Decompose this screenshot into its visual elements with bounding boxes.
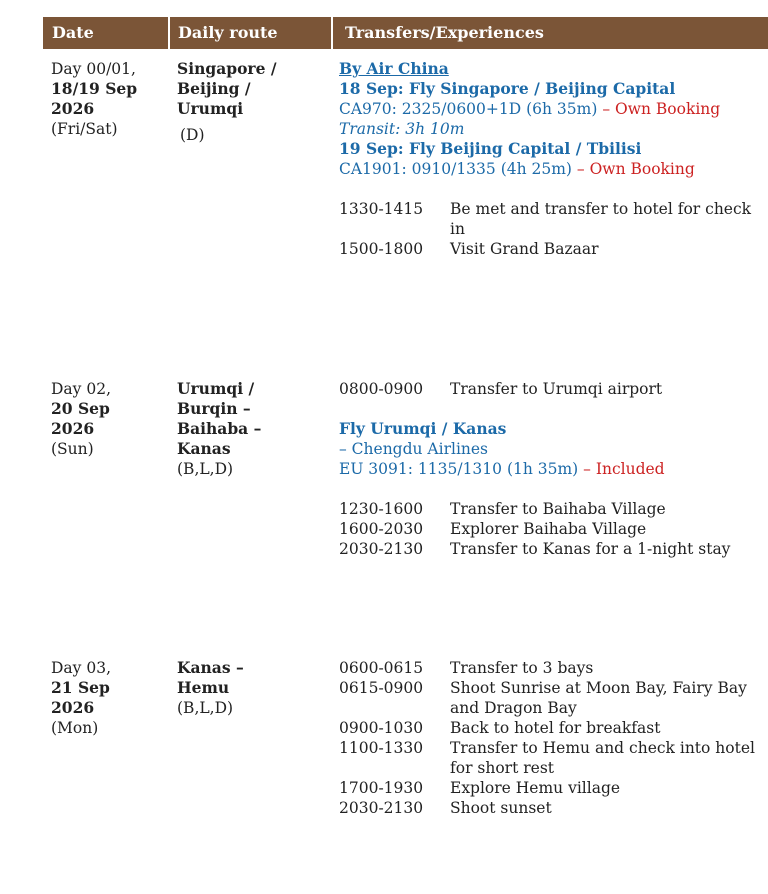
header-divider	[331, 17, 333, 49]
schedule-activity-line: for short rest	[450, 759, 555, 777]
schedule-row	[339, 519, 768, 539]
flight-detail: CA970: 2325/0600+1D (6h 35m)	[339, 100, 598, 118]
day-transfers	[339, 658, 768, 818]
header-transfers: Transfers/Experiences	[345, 23, 544, 42]
booking-note: – Own Booking	[602, 100, 721, 118]
schedule-row	[339, 798, 768, 818]
booking-note: – Own Booking	[576, 160, 695, 178]
header-route: Daily route	[178, 23, 278, 42]
day-label: Day 00/01,	[51, 60, 136, 78]
day-date-bold: 21 Sep	[51, 678, 110, 697]
route-line: Kanas	[177, 439, 231, 458]
schedule-activity: Shoot sunset	[450, 799, 552, 817]
schedule-activity: Be met and transfer to hotel for check in	[450, 200, 752, 238]
schedule-time: 2030-2130	[339, 799, 424, 817]
schedule-activity: Explore Hemu village	[450, 779, 621, 797]
schedule-activity: Transfer to Kanas for a 1-night stay	[450, 540, 731, 558]
schedule-row	[339, 738, 768, 778]
schedule-time: 0800-0900	[339, 380, 424, 398]
header-date: Date	[52, 23, 94, 42]
day-transfers	[339, 59, 768, 259]
schedule-time: 1500-1800	[339, 240, 424, 258]
route-meals: (B,L,D)	[177, 699, 234, 717]
schedule-time: 1330-1415	[339, 200, 424, 218]
schedule-row	[339, 499, 768, 519]
day-year: 2026	[51, 698, 95, 717]
schedule-time: 1600-2030	[339, 520, 424, 538]
route-line: Kanas –	[177, 658, 244, 677]
route-line: Urumqi	[177, 99, 244, 118]
schedule-row	[339, 199, 768, 239]
table-header	[43, 17, 768, 49]
schedule-row	[339, 678, 768, 718]
airline-link[interactable]: By Air China	[339, 59, 449, 78]
flight-title: Fly Urumqi / Kanas	[339, 419, 507, 438]
schedule-row	[339, 539, 768, 559]
schedule-activity: Transfer to Baihaba Village	[450, 500, 666, 518]
flight-title: 18 Sep: Fly Singapore / Beijing Capital	[339, 79, 676, 98]
schedule-time: 1100-1330	[339, 739, 424, 757]
schedule-row	[339, 718, 768, 738]
day-label: Day 02,	[51, 380, 112, 398]
schedule-time: 1700-1930	[339, 779, 424, 797]
day-date-bold: 20 Sep	[51, 399, 110, 418]
schedule-activity: Back to hotel for breakfast	[450, 719, 661, 737]
schedule-time: 0900-1030	[339, 719, 424, 737]
schedule-activity	[450, 678, 768, 718]
transit-info: Transit: 3h 10m	[339, 120, 465, 138]
day-year: 2026	[51, 99, 95, 118]
schedule-row	[339, 778, 768, 798]
route-line: Baihaba –	[177, 419, 262, 438]
schedule-time: 1230-1600	[339, 500, 424, 518]
header-divider	[168, 17, 170, 49]
route-line: Urumqi /	[177, 379, 255, 398]
schedule-row	[339, 379, 768, 399]
day-date	[51, 658, 169, 738]
day-transfers	[339, 379, 768, 559]
day-date-bold: 18/19 Sep	[51, 79, 138, 98]
day-weekday: (Mon)	[51, 719, 99, 737]
schedule-activity-line: Transfer to Hemu and check into hotel	[450, 739, 755, 757]
day-weekday: (Sun)	[51, 440, 94, 458]
route-line: Hemu	[177, 678, 230, 697]
day-date	[51, 379, 169, 459]
schedule-activity-line: and Dragon Bay	[450, 699, 577, 717]
flight-title: 19 Sep: Fly Beijing Capital / Tbilisi	[339, 139, 642, 158]
day-route	[177, 658, 327, 718]
day-route	[177, 379, 327, 479]
schedule-row	[339, 658, 768, 678]
route-line: Singapore /	[177, 59, 277, 78]
day-route	[177, 59, 327, 145]
booking-note: – Included	[583, 460, 665, 478]
schedule-activity: Transfer to Urumqi airport	[450, 380, 663, 398]
flight-detail: EU 3091: 1135/1310 (1h 35m)	[339, 460, 579, 478]
day-weekday: (Fri/Sat)	[51, 120, 118, 138]
schedule-time: 2030-2130	[339, 540, 424, 558]
schedule-activity: Visit Grand Bazaar	[450, 240, 599, 258]
flight-detail: CA1901: 0910/1335 (4h 25m)	[339, 160, 572, 178]
day-date	[51, 59, 169, 139]
schedule-activity: Transfer to 3 bays	[450, 659, 594, 677]
schedule-time: 0600-0615	[339, 659, 424, 677]
flight-airline: – Chengdu Airlines	[339, 440, 489, 458]
schedule-activity: Explorer Baihaba Village	[450, 520, 647, 538]
schedule-time: 0615-0900	[339, 679, 424, 697]
route-line: Beijing /	[177, 79, 251, 98]
route-line: Burqin –	[177, 399, 251, 418]
schedule-activity-line: Shoot Sunrise at Moon Bay, Fairy Bay	[450, 679, 747, 697]
schedule-row	[339, 239, 768, 259]
schedule-activity	[450, 738, 768, 778]
route-meals: (B,L,D)	[177, 460, 234, 478]
route-meals: (D)	[180, 126, 205, 144]
day-label: Day 03,	[51, 659, 112, 677]
day-year: 2026	[51, 419, 95, 438]
